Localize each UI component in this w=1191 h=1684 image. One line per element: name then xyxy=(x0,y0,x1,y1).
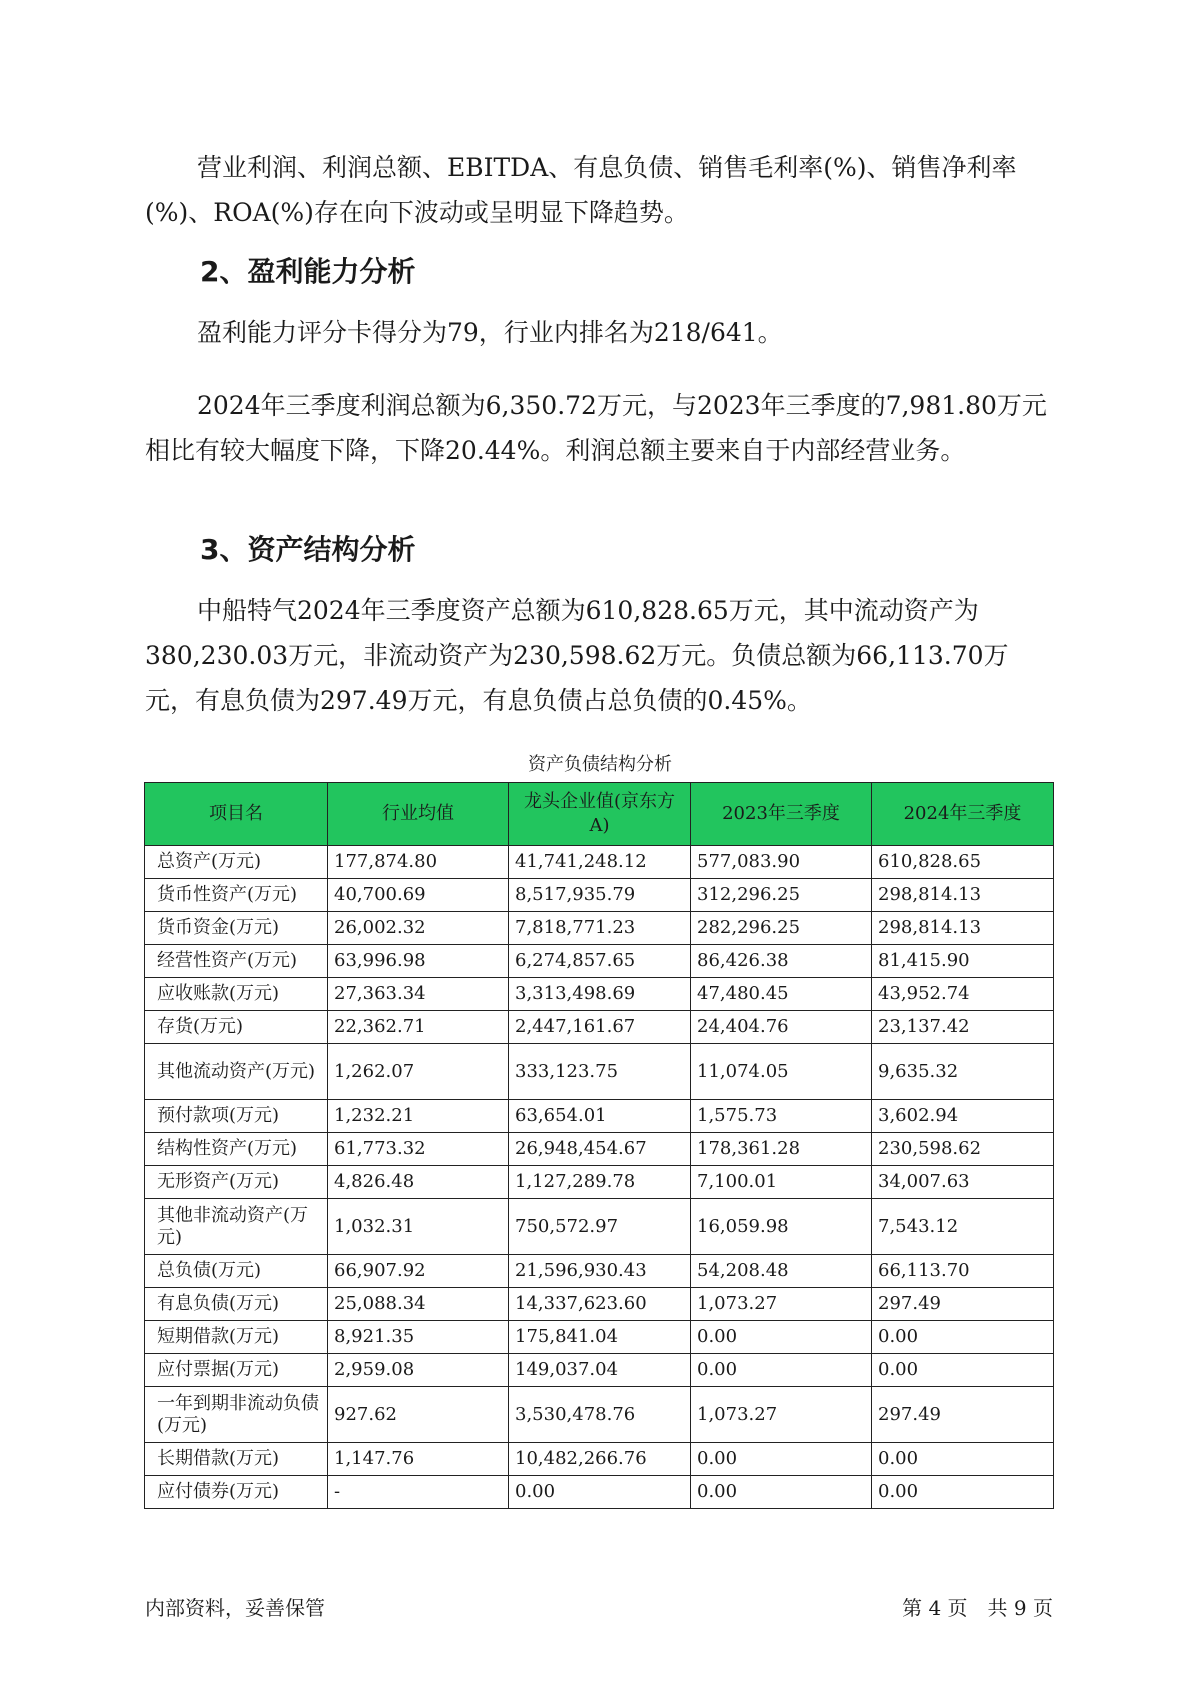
paragraph-profit xyxy=(145,383,1055,473)
value-cell: 175,841.04 xyxy=(509,1321,691,1354)
value-cell: 21,596,930.43 xyxy=(509,1255,691,1288)
value-cell: 0.00 xyxy=(691,1476,872,1509)
value-cell: 3,530,478.76 xyxy=(509,1387,691,1443)
row-label-cell: 预付款项(万元) xyxy=(145,1100,328,1133)
value-cell: 26,002.32 xyxy=(328,912,509,945)
value-cell: 23,137.42 xyxy=(872,1011,1054,1044)
value-cell: 1,073.27 xyxy=(691,1387,872,1443)
value-cell: 0.00 xyxy=(691,1443,872,1476)
value-cell: 3,313,498.69 xyxy=(509,978,691,1011)
value-cell: 0.00 xyxy=(691,1354,872,1387)
table-row xyxy=(145,912,1054,945)
value-cell: 1,262.07 xyxy=(328,1044,509,1100)
value-cell: 0.00 xyxy=(691,1321,872,1354)
value-cell: 86,426.38 xyxy=(691,945,872,978)
value-cell: 282,296.25 xyxy=(691,912,872,945)
table-row xyxy=(145,945,1054,978)
value-cell: 1,032.31 xyxy=(328,1199,509,1255)
footer-confidential: 内部资料，妥善保管 xyxy=(145,1596,325,1620)
value-cell: 22,362.71 xyxy=(328,1011,509,1044)
value-cell: 9,635.32 xyxy=(872,1044,1054,1100)
row-label-cell: 应付债券(万元) xyxy=(145,1476,328,1509)
value-cell: 298,814.13 xyxy=(872,912,1054,945)
row-label-cell: 有息负债(万元) xyxy=(145,1288,328,1321)
value-cell: 2,447,161.67 xyxy=(509,1011,691,1044)
value-cell: 1,127,289.78 xyxy=(509,1166,691,1199)
table-row xyxy=(145,1288,1054,1321)
value-cell: 10,482,266.76 xyxy=(509,1443,691,1476)
table-row xyxy=(145,879,1054,912)
value-cell: 333,123.75 xyxy=(509,1044,691,1100)
table-row xyxy=(145,1199,1054,1255)
value-cell: 0.00 xyxy=(872,1354,1054,1387)
value-cell: 750,572.97 xyxy=(509,1199,691,1255)
row-label-cell: 总负债(万元) xyxy=(145,1255,328,1288)
heading-asset-structure: 3、资产结构分析 xyxy=(200,533,416,566)
value-cell: 149,037.04 xyxy=(509,1354,691,1387)
value-cell: 24,404.76 xyxy=(691,1011,872,1044)
table-header-row xyxy=(145,783,1054,846)
table-row xyxy=(145,1133,1054,1166)
value-cell: 61,773.32 xyxy=(328,1133,509,1166)
col-header-industry-avg: 行业均值 xyxy=(328,783,509,846)
value-cell: 7,818,771.23 xyxy=(509,912,691,945)
footer-page-number: 第 4 页 共 9 页 xyxy=(902,1596,1053,1620)
row-label-cell: 存货(万元) xyxy=(145,1011,328,1044)
table-row xyxy=(145,1100,1054,1133)
row-label-cell: 货币资金(万元) xyxy=(145,912,328,945)
value-cell: 8,921.35 xyxy=(328,1321,509,1354)
value-cell: 43,952.74 xyxy=(872,978,1054,1011)
table-caption: 资产负债结构分析 xyxy=(528,754,672,775)
value-cell: 312,296.25 xyxy=(691,879,872,912)
value-cell: 0.00 xyxy=(872,1321,1054,1354)
value-cell: 178,361.28 xyxy=(691,1133,872,1166)
value-cell: 0.00 xyxy=(872,1443,1054,1476)
table-row xyxy=(145,1044,1054,1100)
row-label-cell: 结构性资产(万元) xyxy=(145,1133,328,1166)
value-cell: 66,113.70 xyxy=(872,1255,1054,1288)
col-header-leader: 龙头企业值(京东方A) xyxy=(509,783,691,846)
heading-profitability: 2、盈利能力分析 xyxy=(200,255,416,288)
paragraph-assets-text: 中船特气2024年三季度资产总额为610,828.65万元，其中流动资产为380,230.03万元，非流动资产为230,598.62万元。负债总额为66,113.70万元，有息负债为297.49万元，有息负债占总负债的0.45%。 xyxy=(145,596,1009,715)
row-label-cell: 经营性资产(万元) xyxy=(145,945,328,978)
value-cell: 6,274,857.65 xyxy=(509,945,691,978)
value-cell: 1,232.21 xyxy=(328,1100,509,1133)
value-cell: 298,814.13 xyxy=(872,879,1054,912)
value-cell: 1,073.27 xyxy=(691,1288,872,1321)
value-cell: 1,575.73 xyxy=(691,1100,872,1133)
row-label-cell: 长期借款(万元) xyxy=(145,1443,328,1476)
value-cell: 26,948,454.67 xyxy=(509,1133,691,1166)
row-label-cell: 总资产(万元) xyxy=(145,846,328,879)
value-cell: 11,074.05 xyxy=(691,1044,872,1100)
paragraph-score xyxy=(145,310,1055,355)
value-cell: 610,828.65 xyxy=(872,846,1054,879)
value-cell: 41,741,248.12 xyxy=(509,846,691,879)
value-cell: 297.49 xyxy=(872,1288,1054,1321)
col-header-2024q3: 2024年三季度 xyxy=(872,783,1054,846)
value-cell: 230,598.62 xyxy=(872,1133,1054,1166)
value-cell: 16,059.98 xyxy=(691,1199,872,1255)
row-label-cell: 无形资产(万元) xyxy=(145,1166,328,1199)
value-cell: 297.49 xyxy=(872,1387,1054,1443)
table-row xyxy=(145,1443,1054,1476)
table-row xyxy=(145,846,1054,879)
value-cell: 0.00 xyxy=(509,1476,691,1509)
paragraph-profit-text: 2024年三季度利润总额为6,350.72万元，与2023年三季度的7,981.80万元相比有较大幅度下降，下降20.44%。利润总额主要来自于内部经营业务。 xyxy=(145,391,1047,465)
value-cell: 577,083.90 xyxy=(691,846,872,879)
row-label-cell: 其他非流动资产(万元) xyxy=(145,1199,328,1255)
value-cell: 40,700.69 xyxy=(328,879,509,912)
value-cell: 81,415.90 xyxy=(872,945,1054,978)
table-row xyxy=(145,1387,1054,1443)
value-cell: 2,959.08 xyxy=(328,1354,509,1387)
row-label-cell: 一年到期非流动负债(万元) xyxy=(145,1387,328,1443)
row-label-cell: 应付票据(万元) xyxy=(145,1354,328,1387)
value-cell: 177,874.80 xyxy=(328,846,509,879)
row-label-cell: 应收账款(万元) xyxy=(145,978,328,1011)
table-row xyxy=(145,1354,1054,1387)
value-cell: 7,100.01 xyxy=(691,1166,872,1199)
balance-structure-table xyxy=(144,782,1054,1509)
value-cell: 0.00 xyxy=(872,1476,1054,1509)
value-cell: 14,337,623.60 xyxy=(509,1288,691,1321)
row-label-cell: 其他流动资产(万元) xyxy=(145,1044,328,1100)
table-row xyxy=(145,978,1054,1011)
table-row xyxy=(145,1011,1054,1044)
value-cell: 54,208.48 xyxy=(691,1255,872,1288)
value-cell: 25,088.34 xyxy=(328,1288,509,1321)
value-cell: 927.62 xyxy=(328,1387,509,1443)
value-cell: 27,363.34 xyxy=(328,978,509,1011)
value-cell: 8,517,935.79 xyxy=(509,879,691,912)
paragraph-score-text: 盈利能力评分卡得分为79，行业内排名为218/641。 xyxy=(197,318,783,347)
value-cell: 1,147.76 xyxy=(328,1443,509,1476)
table-row xyxy=(145,1255,1054,1288)
table-row xyxy=(145,1476,1054,1509)
col-header-item: 项目名 xyxy=(145,783,328,846)
value-cell: 66,907.92 xyxy=(328,1255,509,1288)
row-label-cell: 货币性资产(万元) xyxy=(145,879,328,912)
col-header-2023q3: 2023年三季度 xyxy=(691,783,872,846)
value-cell: - xyxy=(328,1476,509,1509)
value-cell: 34,007.63 xyxy=(872,1166,1054,1199)
value-cell: 4,826.48 xyxy=(328,1166,509,1199)
value-cell: 63,996.98 xyxy=(328,945,509,978)
paragraph-assets xyxy=(145,588,1055,723)
table-row xyxy=(145,1321,1054,1354)
table-row xyxy=(145,1166,1054,1199)
value-cell: 47,480.45 xyxy=(691,978,872,1011)
paragraph-trend xyxy=(145,145,1055,235)
value-cell: 7,543.12 xyxy=(872,1199,1054,1255)
value-cell: 63,654.01 xyxy=(509,1100,691,1133)
value-cell: 3,602.94 xyxy=(872,1100,1054,1133)
paragraph-trend-text: 营业利润、利润总额、EBITDA、有息负债、销售毛利率(%)、销售净利率(%)、ROA(%)存在向下波动或呈明显下降趋势。 xyxy=(145,153,1017,227)
row-label-cell: 短期借款(万元) xyxy=(145,1321,328,1354)
